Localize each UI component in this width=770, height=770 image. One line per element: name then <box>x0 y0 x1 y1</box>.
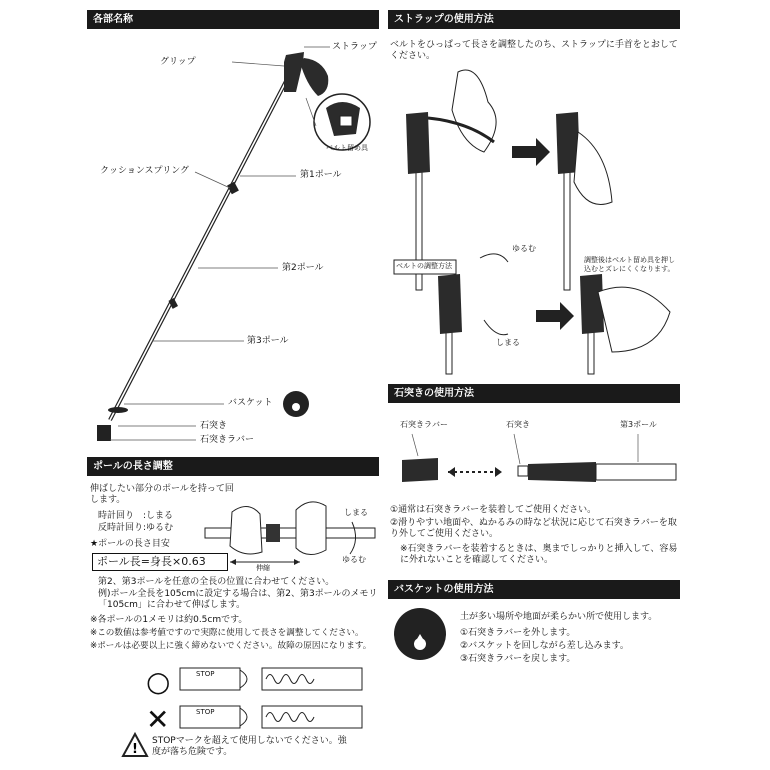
basket-intro: 土が多い場所や地面が柔らかい所で使用します。 <box>460 612 658 622</box>
length-cw: 時計回り :しまる <box>98 511 174 521</box>
strap-illustration <box>388 62 680 372</box>
strap-loosen: ゆるむ <box>512 244 536 253</box>
label-pole3: 第3ポール <box>247 336 289 346</box>
length-note4: ※この数値は参考値ですので実際に使用して長さを調整してください。 <box>90 628 364 638</box>
ok-mark: ○ <box>146 665 171 698</box>
stop-label-ng: STOP <box>196 708 215 716</box>
length-intro: 伸ばしたい部分のポールを持って回します。 <box>90 484 234 506</box>
svg-text:!: ! <box>132 742 138 757</box>
length-note3: ※各ポールの1メモリは約0.5cmです。 <box>90 615 248 625</box>
tip-item1: ①通常は石突きラバーを装着してご使用ください。 <box>390 505 597 515</box>
tip-illustration <box>388 430 680 490</box>
length-formula: ポール長=身長×0.63 <box>92 553 228 571</box>
length-note2: 例)ポール全長を105cmに設定する場合は、第2、第3ポールのメモリ「105cm」に合わせて伸ばします。 <box>98 589 378 611</box>
length-guide-title: ★ポールの長さ目安 <box>90 539 170 549</box>
label-strap: ストラップ <box>332 42 377 52</box>
label-belt-clip: ベルト留め具 <box>326 144 368 152</box>
basket-step1: ①石突きラバーを外します。 <box>460 628 576 638</box>
warning-icon <box>122 733 148 757</box>
strap-desc: ベルトをひっぱって長さを調整したのち、ストラップに手首をとおしてください。 <box>390 40 678 62</box>
length-tighten: しまる <box>344 508 368 517</box>
tip-header: 石突きの使用方法 <box>388 384 680 403</box>
parts-header: 各部名称 <box>87 10 379 29</box>
length-note5: ※ポールは必要以上に強く締めないでください。故障の原因になります。 <box>90 641 372 651</box>
strap-header: ストラップの使用方法 <box>388 10 680 29</box>
basket-step2: ②バスケットを回しながら差し込みます。 <box>460 641 629 651</box>
tip-label-tip: 石突き <box>506 420 530 429</box>
basket-header: バスケットの使用方法 <box>388 580 680 599</box>
belt-adjust-label: ベルトの調整方法 <box>396 262 452 270</box>
length-header: ポールの長さ調整 <box>87 457 379 476</box>
label-tip-rubber: 石突きラバー <box>200 435 255 445</box>
tip-label-rubber: 石突きラバー <box>400 420 448 429</box>
length-loosen: ゆるむ <box>342 555 366 564</box>
label-pole1: 第1ポール <box>300 170 342 180</box>
length-ccw: 反時計回り:ゆるむ <box>98 523 174 533</box>
warning-text: STOPマークを超えて使用しないでください。強度が落ち危険です。 <box>152 736 347 758</box>
label-pole2: 第2ポール <box>282 263 324 273</box>
tip-label-pole3: 第3ポール <box>620 420 657 429</box>
tip-item3: ※石突きラバーを装着するときは、奥までしっかりと挿入して、容易に外れないことを確認してください。 <box>400 544 678 566</box>
basket-illustration <box>390 604 450 664</box>
label-tip: 石突き <box>200 421 228 431</box>
label-cushion-spring: クッションスプリング <box>100 166 190 176</box>
ng-mark: ✕ <box>146 703 170 736</box>
length-note1: 第2、第3ポールを任意の全長の位置に合わせてください。 <box>98 577 335 587</box>
strap-after-note: 調整後はベルト留め具を押し込むとズレにくくなります。 <box>584 256 675 273</box>
strap-tighten: しまる <box>496 338 520 347</box>
label-basket: バスケット <box>228 398 273 408</box>
tip-item2: ②滑りやすい地面や、ぬかるみの時など状況に応じて石突きラバーを取り外してご使用ください。 <box>390 518 677 540</box>
basket-step3: ③石突きラバーを戻します。 <box>460 654 576 664</box>
stop-label-ok: STOP <box>196 670 215 678</box>
length-stretch: 伸縮 <box>256 564 270 572</box>
label-grip: グリップ <box>160 57 196 67</box>
